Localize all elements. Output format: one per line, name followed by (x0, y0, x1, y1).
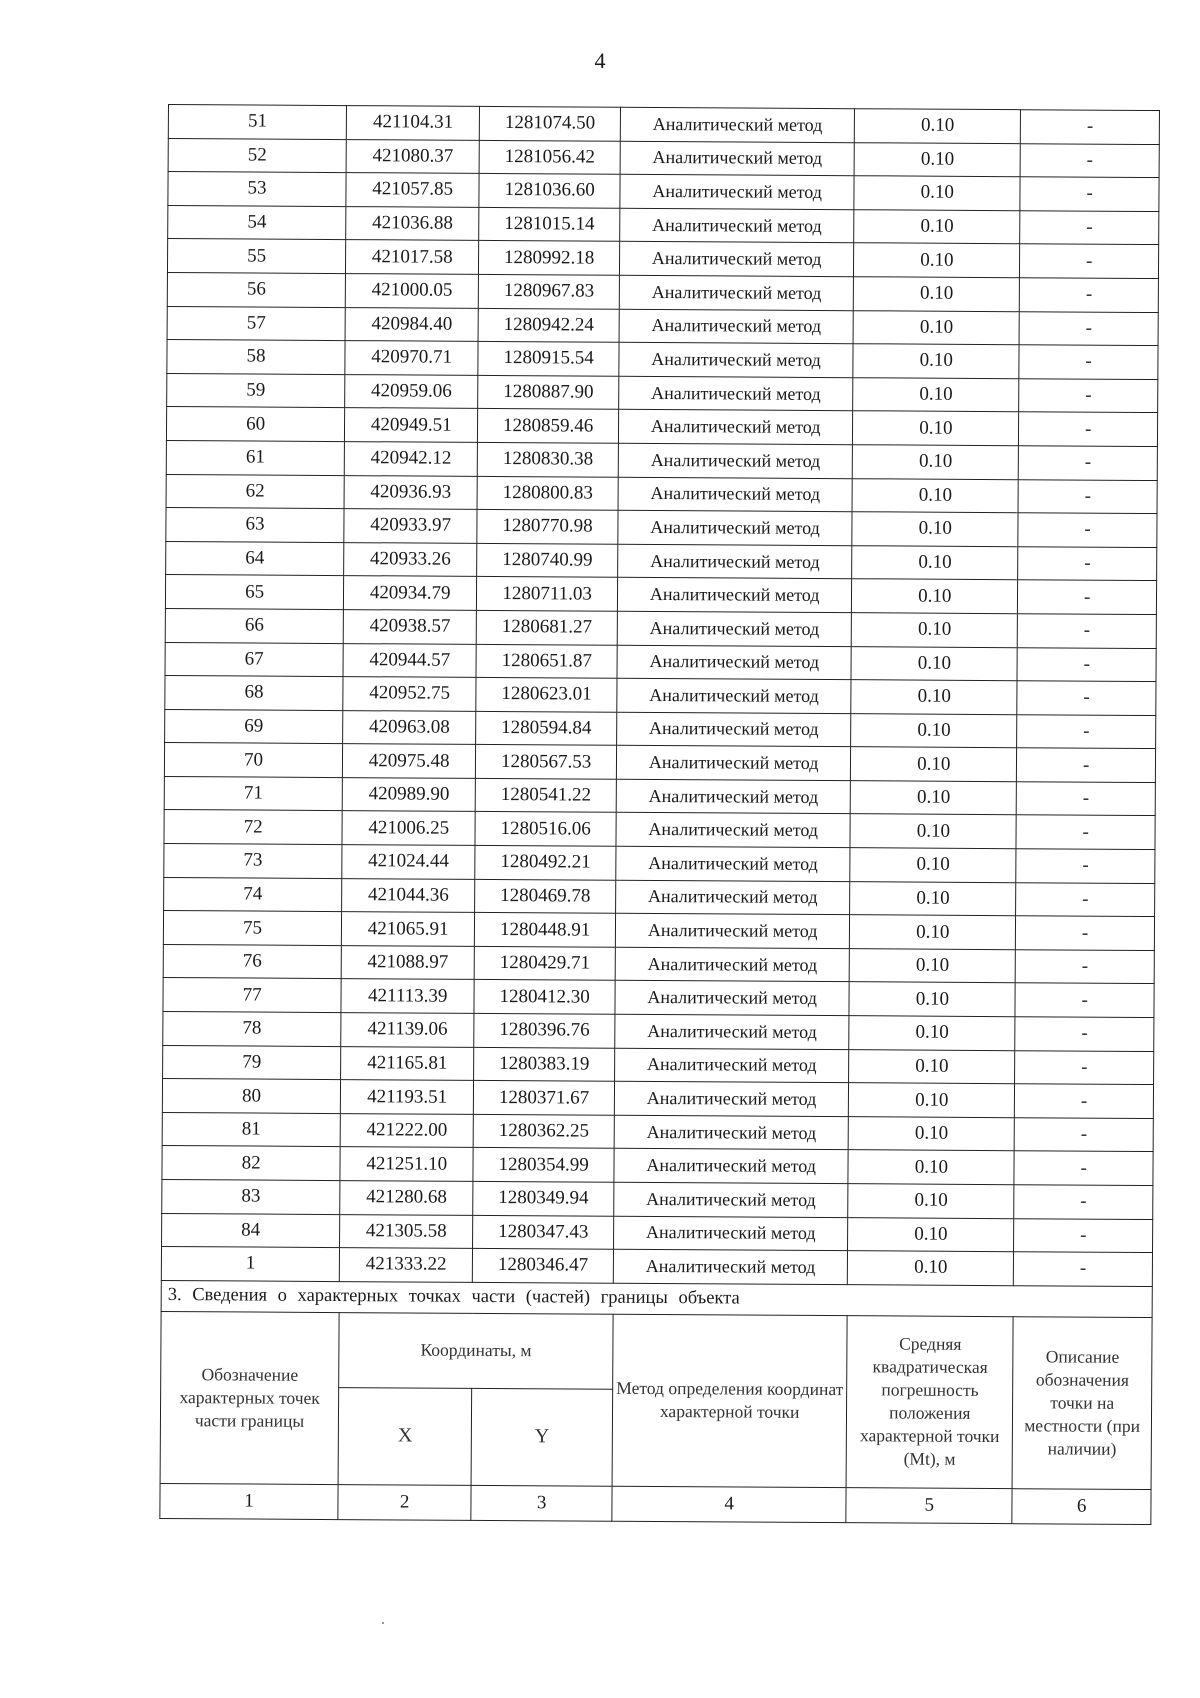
point-number-cell: 57 (167, 306, 345, 341)
x-coordinate-cell: 421000.05 (345, 274, 478, 308)
accuracy-cell: 0.10 (851, 680, 1017, 715)
description-cell: - (1015, 1050, 1154, 1084)
y-coordinate-cell: 1280412.30 (474, 980, 615, 1014)
point-number-cell: 70 (164, 743, 342, 778)
method-cell: Аналитический метод (617, 578, 851, 613)
y-coordinate-cell: 1280770.98 (477, 510, 618, 544)
accuracy-cell: 0.10 (850, 848, 1016, 883)
method-cell: Аналитический метод (617, 678, 851, 713)
x-coordinate-cell: 420942.12 (344, 442, 477, 476)
x-coordinate-cell: 421080.37 (346, 139, 479, 173)
page-number: 4 (594, 48, 606, 73)
accuracy-cell: 0.10 (854, 176, 1020, 211)
y-coordinate-cell: 1280567.53 (476, 745, 617, 779)
method-cell: Аналитический метод (614, 1081, 848, 1116)
x-coordinate-cell: 421193.51 (341, 1080, 474, 1114)
description-cell: - (1020, 177, 1159, 211)
x-coordinate-cell: 421139.06 (341, 1013, 474, 1047)
accuracy-cell: 0.10 (850, 814, 1016, 849)
table-body (161, 105, 1159, 1287)
description-cell: - (1020, 143, 1159, 177)
point-number-cell: 72 (164, 810, 342, 845)
description-cell: - (1014, 1118, 1153, 1152)
point-number-cell: 68 (165, 676, 343, 711)
accuracy-cell: 0.10 (850, 781, 1016, 816)
point-number-cell: 56 (167, 272, 345, 307)
accuracy-cell: 0.10 (849, 949, 1015, 984)
method-cell: Аналитический метод (615, 981, 849, 1016)
point-number-cell: 79 (163, 1045, 341, 1080)
column-number: 3 (471, 1485, 612, 1521)
header-x: X (338, 1387, 472, 1485)
description-cell: - (1016, 882, 1155, 916)
method-cell: Аналитический метод (619, 376, 853, 411)
accuracy-cell: 0.10 (849, 1083, 1015, 1118)
method-cell: Аналитический метод (615, 947, 849, 982)
point-number-cell: 71 (164, 776, 342, 811)
point-number-cell: 65 (165, 575, 343, 610)
description-cell: - (1017, 647, 1156, 681)
point-number-cell: 69 (165, 709, 343, 744)
column-number: 1 (160, 1483, 338, 1519)
y-coordinate-cell: 1280859.46 (478, 409, 619, 443)
point-number-cell: 84 (162, 1213, 340, 1248)
y-coordinate-cell: 1280711.03 (477, 577, 618, 611)
accuracy-cell: 0.10 (850, 915, 1016, 950)
method-cell: Аналитический метод (619, 275, 853, 310)
description-cell: - (1016, 916, 1155, 950)
y-coordinate-cell: 1280448.91 (475, 913, 616, 947)
accuracy-cell: 0.10 (853, 445, 1019, 480)
section-3-title: 3. Сведения о характерных точках части (частей) границы объекта (161, 1280, 1152, 1317)
method-cell: Аналитический метод (617, 712, 851, 747)
accuracy-cell: 0.10 (854, 277, 1020, 312)
x-coordinate-cell: 421088.97 (341, 945, 474, 979)
y-coordinate-cell: 1281015.14 (479, 207, 620, 241)
y-coordinate-cell: 1280967.83 (479, 274, 620, 308)
point-number-cell: 63 (166, 508, 344, 543)
accuracy-cell: 0.10 (854, 142, 1020, 177)
x-coordinate-cell: 420970.71 (345, 341, 478, 375)
point-number-cell: 64 (166, 541, 344, 576)
y-coordinate-cell: 1280429.71 (474, 946, 615, 980)
x-coordinate-cell: 421006.25 (342, 811, 475, 845)
description-cell: - (1018, 580, 1157, 614)
description-cell: - (1015, 1084, 1154, 1118)
point-number-cell: 82 (162, 1146, 340, 1181)
method-cell: Аналитический метод (614, 1149, 848, 1184)
accuracy-cell: 0.10 (855, 109, 1021, 144)
method-cell: Аналитический метод (618, 477, 852, 512)
point-number-cell: 78 (163, 1012, 341, 1047)
point-number-cell: 51 (168, 105, 346, 140)
y-coordinate-cell: 1280681.27 (476, 610, 617, 644)
x-coordinate-cell: 420959.06 (345, 374, 478, 408)
point-number-cell: 66 (165, 608, 343, 643)
point-number-cell: 61 (166, 440, 344, 475)
column-number: 2 (338, 1484, 471, 1520)
description-cell: - (1016, 950, 1155, 984)
accuracy-cell: 0.10 (853, 411, 1019, 446)
description-cell: - (1018, 546, 1157, 580)
method-cell: Аналитический метод (619, 342, 853, 377)
x-coordinate-cell: 421044.36 (342, 878, 475, 912)
description-cell: - (1014, 1218, 1153, 1252)
description-cell: - (1014, 1185, 1153, 1219)
description-cell: - (1017, 681, 1156, 715)
point-number-cell: 77 (163, 978, 341, 1013)
x-coordinate-cell: 420938.57 (343, 609, 476, 643)
description-cell: - (1015, 1017, 1154, 1051)
point-number-cell: 81 (162, 1112, 340, 1147)
accuracy-cell: 0.10 (852, 478, 1018, 513)
header-point-designation: Обозначение характерных точек части границы (160, 1311, 339, 1484)
description-cell: - (1021, 110, 1160, 144)
point-number-cell: 73 (164, 844, 342, 879)
description-cell: - (1014, 1151, 1153, 1185)
y-coordinate-cell: 1280469.78 (475, 879, 616, 913)
y-coordinate-cell: 1280992.18 (479, 241, 620, 275)
x-coordinate-cell: 421065.91 (342, 912, 475, 946)
method-cell: Аналитический метод (616, 813, 850, 848)
y-coordinate-cell: 1281036.60 (479, 174, 620, 208)
y-coordinate-cell: 1280887.90 (478, 375, 619, 409)
method-cell: Аналитический метод (618, 410, 852, 445)
accuracy-cell: 0.10 (853, 377, 1019, 412)
x-coordinate-cell: 421036.88 (346, 206, 479, 240)
x-coordinate-cell: 420984.40 (345, 307, 478, 341)
accuracy-cell: 0.10 (848, 1116, 1014, 1151)
accuracy-cell: 0.10 (849, 1016, 1015, 1051)
y-coordinate-cell: 1280594.84 (476, 711, 617, 745)
point-number-cell: 76 (163, 944, 341, 979)
y-coordinate-cell: 1281074.50 (480, 106, 621, 140)
y-coordinate-cell: 1280651.87 (476, 644, 617, 678)
description-cell: - (1014, 1252, 1153, 1286)
point-number-cell: 74 (164, 877, 342, 912)
x-coordinate-cell: 421222.00 (340, 1113, 473, 1147)
description-cell: - (1018, 614, 1157, 648)
accuracy-cell: 0.10 (848, 1251, 1014, 1286)
y-coordinate-cell: 1280942.24 (478, 308, 619, 342)
x-coordinate-cell: 421057.85 (346, 173, 479, 207)
description-cell: - (1018, 513, 1157, 547)
x-coordinate-cell: 421017.58 (346, 240, 479, 274)
y-coordinate-cell: 1280492.21 (475, 845, 616, 879)
point-number-cell: 83 (162, 1179, 340, 1214)
method-cell: Аналитический метод (619, 309, 853, 344)
accuracy-cell: 0.10 (851, 613, 1017, 648)
description-cell: - (1016, 849, 1155, 883)
x-coordinate-cell: 421333.22 (339, 1248, 472, 1282)
y-coordinate-cell: 1280800.83 (477, 476, 618, 510)
description-cell: - (1017, 782, 1156, 816)
point-number-cell: 55 (167, 239, 345, 274)
point-number-cell: 1 (161, 1247, 339, 1282)
description-cell: - (1016, 815, 1155, 849)
method-cell: Аналитический метод (620, 208, 854, 243)
point-number-cell: 53 (168, 172, 346, 207)
y-coordinate-cell: 1280396.76 (474, 1013, 615, 1047)
y-coordinate-cell: 1280516.06 (475, 812, 616, 846)
accuracy-cell: 0.10 (851, 713, 1017, 748)
x-coordinate-cell: 421280.68 (340, 1181, 473, 1215)
x-coordinate-cell: 421104.31 (346, 106, 479, 140)
method-cell: Аналитический метод (619, 242, 853, 277)
x-coordinate-cell: 421305.58 (340, 1214, 473, 1248)
accuracy-cell: 0.10 (850, 881, 1016, 916)
accuracy-cell: 0.10 (852, 579, 1018, 614)
method-cell: Аналитический метод (616, 746, 850, 781)
x-coordinate-cell: 421024.44 (342, 845, 475, 879)
description-cell: - (1019, 412, 1158, 446)
x-coordinate-cell: 420975.48 (343, 744, 476, 778)
header-method: Метод определения координат характерной точки (612, 1314, 847, 1487)
description-cell: - (1019, 378, 1158, 412)
accuracy-cell: 0.10 (848, 1184, 1014, 1219)
header-coordinates: Координаты, м (339, 1312, 613, 1389)
method-cell: Аналитический метод (613, 1249, 847, 1284)
method-cell: Аналитический метод (620, 141, 854, 176)
x-coordinate-cell: 421251.10 (340, 1147, 473, 1181)
point-number-cell: 67 (165, 642, 343, 677)
y-coordinate-cell: 1280371.67 (474, 1081, 615, 1115)
x-coordinate-cell: 420934.79 (344, 576, 477, 610)
method-cell: Аналитический метод (617, 645, 851, 680)
section-3 (160, 1280, 1152, 1524)
y-coordinate-cell: 1280541.22 (475, 778, 616, 812)
x-coordinate-cell: 420936.93 (344, 475, 477, 509)
point-number-cell: 59 (167, 373, 345, 408)
description-cell: - (1019, 311, 1158, 345)
y-coordinate-cell: 1280915.54 (478, 342, 619, 376)
y-coordinate-cell: 1280349.94 (473, 1181, 614, 1215)
y-coordinate-cell: 1280354.99 (473, 1148, 614, 1182)
y-coordinate-cell: 1280347.43 (473, 1215, 614, 1249)
y-coordinate-cell: 1281056.42 (479, 140, 620, 174)
x-coordinate-cell: 420933.26 (344, 542, 477, 576)
method-cell: Аналитический метод (616, 779, 850, 814)
method-cell: Аналитический метод (618, 544, 852, 579)
description-cell: - (1018, 479, 1157, 513)
x-coordinate-cell: 420963.08 (343, 710, 476, 744)
x-coordinate-cell: 420952.75 (343, 677, 476, 711)
method-cell: Аналитический метод (618, 510, 852, 545)
header-description: Описание обозначения точки на местности (при наличии) (1012, 1316, 1152, 1489)
column-number: 6 (1012, 1488, 1151, 1524)
accuracy-cell: 0.10 (853, 344, 1019, 379)
point-number-cell: 80 (162, 1079, 340, 1114)
method-cell: Аналитический метод (620, 174, 854, 209)
description-cell: - (1015, 983, 1154, 1017)
point-number-cell: 62 (166, 474, 344, 509)
accuracy-cell: 0.10 (854, 209, 1020, 244)
description-cell: - (1017, 748, 1156, 782)
y-coordinate-cell: 1280740.99 (477, 543, 618, 577)
method-cell: Аналитический метод (618, 443, 852, 478)
accuracy-cell: 0.10 (851, 747, 1017, 782)
method-cell: Аналитический метод (614, 1182, 848, 1217)
method-cell: Аналитический метод (614, 1115, 848, 1150)
x-coordinate-cell: 420933.97 (344, 509, 477, 543)
column-number: 4 (612, 1486, 846, 1522)
y-coordinate-cell: 1280830.38 (477, 442, 618, 476)
point-number-cell: 52 (168, 138, 346, 173)
method-cell: Аналитический метод (614, 1216, 848, 1251)
x-coordinate-cell: 421165.81 (341, 1046, 474, 1080)
accuracy-cell: 0.10 (848, 1217, 1014, 1252)
method-cell: Аналитический метод (620, 107, 854, 142)
description-cell: - (1019, 345, 1158, 379)
boundary-points-table (159, 104, 1160, 1525)
y-coordinate-cell: 1280362.25 (473, 1114, 614, 1148)
x-coordinate-cell: 421113.39 (341, 979, 474, 1013)
description-cell: - (1017, 714, 1156, 748)
description-cell: - (1019, 446, 1158, 480)
description-cell: - (1020, 278, 1159, 312)
y-coordinate-cell: 1280383.19 (474, 1047, 615, 1081)
point-number-cell: 58 (167, 340, 345, 375)
method-cell: Аналитический метод (616, 880, 850, 915)
y-coordinate-cell: 1280623.01 (476, 677, 617, 711)
y-coordinate-cell: 1280346.47 (473, 1249, 614, 1283)
accuracy-cell: 0.10 (849, 1049, 1015, 1084)
accuracy-cell: 0.10 (848, 1150, 1014, 1185)
x-coordinate-cell: 420949.51 (345, 408, 478, 442)
method-cell: Аналитический метод (617, 611, 851, 646)
scan-speck (382, 1622, 384, 1624)
method-cell: Аналитический метод (616, 846, 850, 881)
point-number-cell: 75 (163, 911, 341, 946)
header-y: Y (471, 1388, 612, 1486)
accuracy-cell: 0.10 (852, 512, 1018, 547)
accuracy-cell: 0.10 (851, 646, 1017, 681)
accuracy-cell: 0.10 (853, 310, 1019, 345)
x-coordinate-cell: 420944.57 (343, 643, 476, 677)
accuracy-cell: 0.10 (849, 982, 1015, 1017)
column-number: 5 (846, 1487, 1012, 1523)
description-cell: - (1020, 244, 1159, 278)
point-number-cell: 60 (166, 407, 344, 442)
x-coordinate-cell: 420989.90 (342, 777, 475, 811)
column-numbers-row (160, 1483, 1151, 1524)
method-cell: Аналитический метод (615, 1014, 849, 1049)
description-cell: - (1020, 210, 1159, 244)
accuracy-cell: 0.10 (854, 243, 1020, 278)
accuracy-cell: 0.10 (852, 545, 1018, 580)
header-accuracy: Средняя квадратическая погрешность положения характерной точки (Mt), м (846, 1315, 1013, 1488)
method-cell: Аналитический метод (615, 913, 849, 948)
method-cell: Аналитический метод (615, 1048, 849, 1083)
point-number-cell: 54 (168, 205, 346, 240)
